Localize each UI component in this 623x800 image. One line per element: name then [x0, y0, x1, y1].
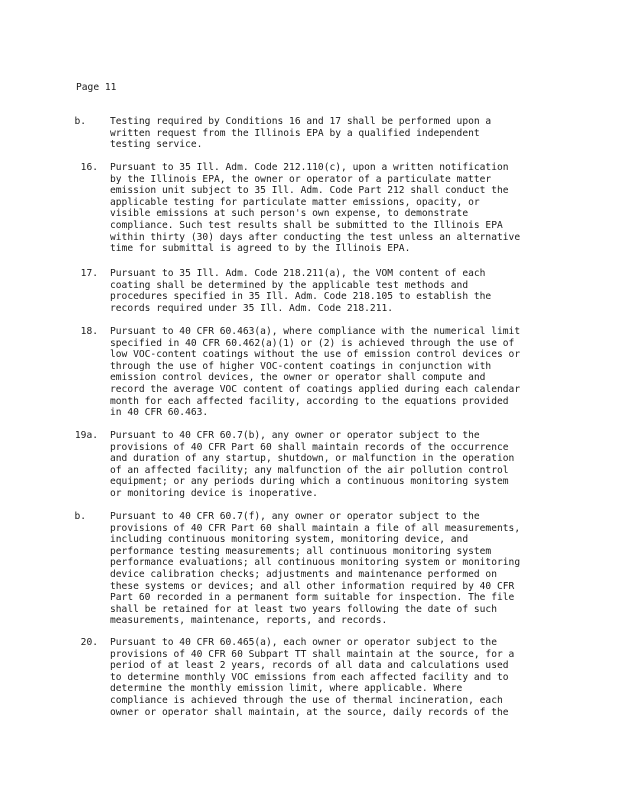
condition-number: 17. — [80, 268, 98, 279]
text-line: month for each affected facility, according to the equations provided — [110, 395, 509, 407]
text-line: by the Illinois EPA, the owner or operator of a particulate matter — [110, 173, 492, 185]
text-line: written request from the Illinois EPA by a qualified independent — [110, 127, 480, 139]
condition-text — [110, 116, 514, 151]
text-line: these systems or devices; and all other information required by 40 CFR — [110, 580, 515, 592]
text-line: Part 60 recorded in a permanent form suitable for inspection. The file — [110, 592, 515, 604]
text-line: coating shall be determined by the applicable test methods and — [110, 279, 469, 291]
condition-number: b. — [74, 116, 86, 127]
condition-text — [110, 268, 514, 314]
text-line: testing service. — [110, 139, 203, 151]
text-line: and duration of any startup, shutdown, or malfunction in the operation — [110, 453, 515, 465]
text-line: record the average VOC content of coatings applied during each calendar — [110, 383, 521, 395]
condition-number: 16. — [80, 162, 98, 173]
text-line: Pursuant to 40 CFR 60.7(f), any owner or operator subject to the — [110, 511, 480, 522]
text-line: including continuous monitoring system, monitoring device, and — [110, 534, 469, 546]
condition-text — [110, 511, 521, 627]
text-line: in 40 CFR 60.463. — [110, 407, 209, 419]
condition-text — [110, 637, 514, 718]
text-line: provisions of 40 CFR 60 Subpart TT shall maintain at the source, for a — [110, 648, 515, 660]
text-line: Pursuant to 35 Ill. Adm. Code 218.211(a), the VOM content of each — [110, 268, 486, 279]
text-line: Pursuant to 40 CFR 60.463(a), where compliance with the numerical limit — [110, 326, 521, 337]
text-line: low VOC-content coatings without the use of emission control devices or — [110, 349, 521, 361]
condition-text — [110, 162, 521, 255]
condition-text — [110, 326, 521, 419]
text-line: performance evaluations; all continuous monitoring system or monitoring — [110, 557, 521, 569]
condition-number: 19a. — [74, 430, 98, 441]
text-line: provisions of 40 CFR Part 60 shall maintain records of the occurrence — [110, 441, 509, 453]
text-line: or monitoring device is inoperative. — [110, 487, 318, 499]
text-line: equipment; or any periods during which a continuous monitoring system — [110, 476, 509, 488]
text-line: owner or operator shall maintain, at the source, daily records of the — [110, 706, 509, 718]
text-line: within thirty (30) days after conducting the test unless an alternative — [110, 231, 521, 243]
text-line: Pursuant to 35 Ill. Adm. Code 212.110(c), upon a written notification — [110, 162, 509, 173]
text-line: measurements, maintenance, reports, and records. — [110, 615, 388, 627]
text-line: applicable testing for particulate matter emissions, opacity, or — [110, 196, 480, 208]
text-line: visible emissions at such person's own expense, to demonstrate — [110, 208, 469, 220]
condition-number: b. — [74, 511, 86, 522]
text-line: Pursuant to 40 CFR 60.7(b), any owner or operator subject to the — [110, 430, 480, 441]
text-line: shall be retained for at least two years following the date of such — [110, 603, 497, 615]
text-line: device calibration checks; adjustments and maintenance performed on — [110, 568, 497, 580]
text-line: through the use of higher VOC-content coatings in conjunction with — [110, 360, 492, 372]
condition-text — [110, 430, 514, 500]
text-line: provisions of 40 CFR Part 60 shall maintain a file of all measurements, — [110, 522, 521, 534]
text-line: performance testing measurements; all continuous monitoring system — [110, 545, 492, 557]
condition-number: 20. — [80, 637, 98, 648]
text-line: specified in 40 CFR 60.462(a)(1) or (2) is achieved through the use of — [110, 337, 515, 349]
text-line: emission control devices, the owner or operator shall compute and — [110, 372, 486, 384]
text-line: compliance. Such test results shall be submitted to the Illinois EPA — [110, 219, 503, 231]
text-line: to determine monthly VOC emissions from each affected facility and to — [110, 671, 509, 683]
text-line: compliance is achieved through the use of thermal incineration, each — [110, 694, 503, 706]
text-line: period of at least 2 years, records of all data and calculations used — [110, 660, 509, 672]
text-line: Testing required by Conditions 16 and 17 shall be performed upon a — [110, 116, 492, 127]
text-line: emission unit subject to 35 Ill. Adm. Code Part 212 shall conduct the — [110, 185, 509, 197]
text-line: time for submittal is agreed to by the Illinois EPA. — [110, 243, 411, 255]
text-line: Pursuant to 40 CFR 60.465(a), each owner or operator subject to the — [110, 637, 497, 648]
page-number: Page 11 — [76, 82, 117, 93]
text-line: of an affected facility; any malfunction of the air pollution control — [110, 464, 509, 476]
condition-number: 18. — [80, 326, 98, 337]
text-line: records required under 35 Ill. Adm. Code 218.211. — [110, 302, 394, 314]
text-line: procedures specified in 35 Ill. Adm. Code 218.105 to establish the — [110, 291, 492, 303]
text-line: determine the monthly emission limit, where applicable. Where — [110, 683, 463, 695]
